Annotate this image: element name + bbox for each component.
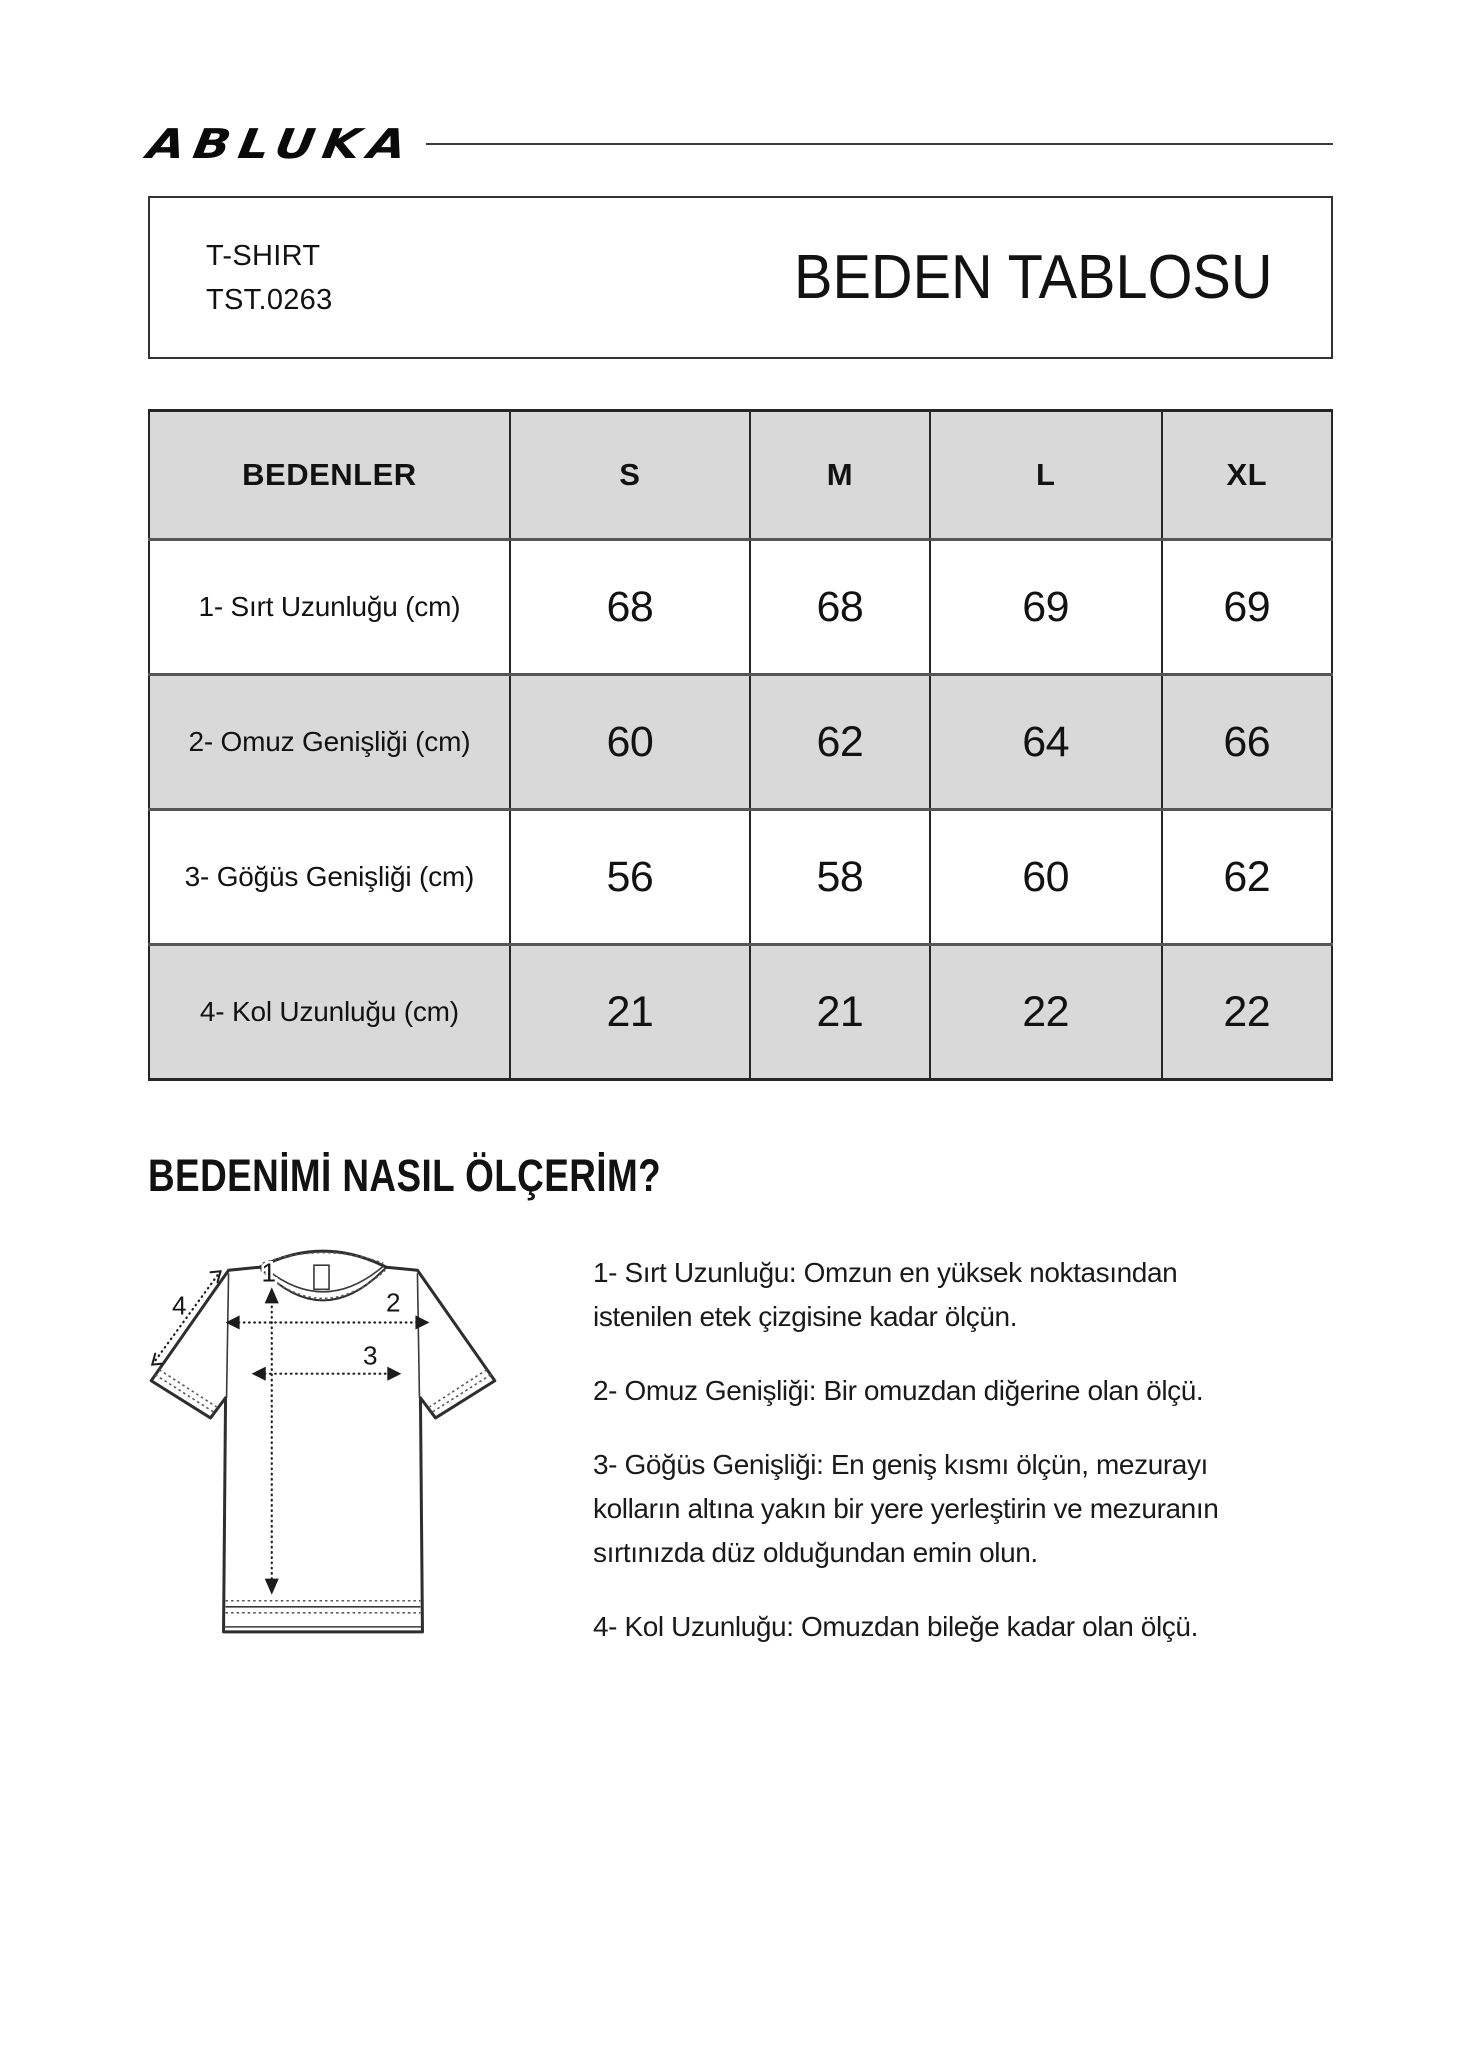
diagram-label-2: 2 (386, 1287, 401, 1318)
table-row-sleeve-length (149, 945, 1332, 1080)
instruction-sleeve-length: 4- Kol Uzunluğu: Omuzdan bileğe kadar olan ölçü. (593, 1611, 1198, 1642)
size-value-cell: 60 (930, 810, 1162, 945)
size-value-cell: 22 (1162, 945, 1332, 1080)
instruction-shoulder-width: 2- Omuz Genişliği: Bir omuzdan diğerine olan ölçü. (593, 1375, 1204, 1406)
howto-section (148, 1221, 1333, 1653)
measure-instructions (593, 1221, 1218, 1649)
size-value-cell: 22 (930, 945, 1162, 1080)
size-value-cell: 60 (510, 675, 750, 810)
instruction-back-length: 1- Sırt Uzunluğu: Omzun en yüksek noktasından istenilen etek çizgisine kadar ölçün. (593, 1257, 1178, 1332)
size-value-cell: 62 (1162, 810, 1332, 945)
size-value-cell: 69 (1162, 540, 1332, 675)
size-value-cell: 56 (510, 810, 750, 945)
row-label-cell: 2- Omuz Genişliği (cm) (149, 675, 510, 810)
product-meta (206, 234, 333, 322)
howto-heading: BEDENİMİ NASIL ÖLÇERİM? (148, 1150, 662, 1201)
size-value-cell: 68 (750, 540, 930, 675)
arrowhead-downleft-icon (152, 1354, 162, 1365)
diagram-label-4: 4 (172, 1290, 187, 1321)
col-header-bedenler: BEDENLER (149, 411, 510, 540)
col-header-size-l: L (930, 411, 1162, 540)
title-box (148, 196, 1333, 359)
diagram-label-1: 1 (261, 1257, 277, 1288)
brand-rule-line (426, 143, 1333, 145)
size-table-header-row (149, 411, 1332, 540)
product-code: TST.0263 (206, 283, 333, 316)
page-title: BEDEN TABLOSU (794, 242, 1273, 312)
brand-logo: ABLUKA (144, 120, 419, 168)
table-row-chest-width (149, 810, 1332, 945)
size-table (148, 409, 1333, 1081)
size-value-cell: 62 (750, 675, 930, 810)
size-value-cell: 58 (750, 810, 930, 945)
size-value-cell: 21 (510, 945, 750, 1080)
size-value-cell: 21 (750, 945, 930, 1080)
size-value-cell: 69 (930, 540, 1162, 675)
col-header-size-s: S (510, 411, 750, 540)
tshirt-outline (151, 1251, 495, 1632)
row-label-cell: 3- Göğüs Genişliği (cm) (149, 810, 510, 945)
size-value-cell: 66 (1162, 675, 1332, 810)
row-label-cell: 4- Kol Uzunluğu (cm) (149, 945, 510, 1080)
row-label-cell: 1- Sırt Uzunluğu (cm) (149, 540, 510, 675)
tshirt-measurement-diagram (122, 1221, 524, 1653)
col-header-size-m: M (750, 411, 930, 540)
col-header-size-xl: XL (1162, 411, 1332, 540)
size-value-cell: 64 (930, 675, 1162, 810)
table-row-shoulder-width (149, 675, 1332, 810)
product-type: T-SHIRT (206, 239, 321, 272)
instruction-chest-width: 3- Göğüs Genişliği: En geniş kısmı ölçün, mezurayı kolların altına yakın bir yere yerleştirin ve mezuranın sırtınızda düz olduğundan emin olun. (593, 1449, 1219, 1568)
size-value-cell: 68 (510, 540, 750, 675)
table-row-back-length (149, 540, 1332, 675)
diagram-label-3: 3 (362, 1340, 378, 1371)
brand-header (144, 118, 1333, 170)
arrowhead-upright-icon (210, 1271, 220, 1282)
